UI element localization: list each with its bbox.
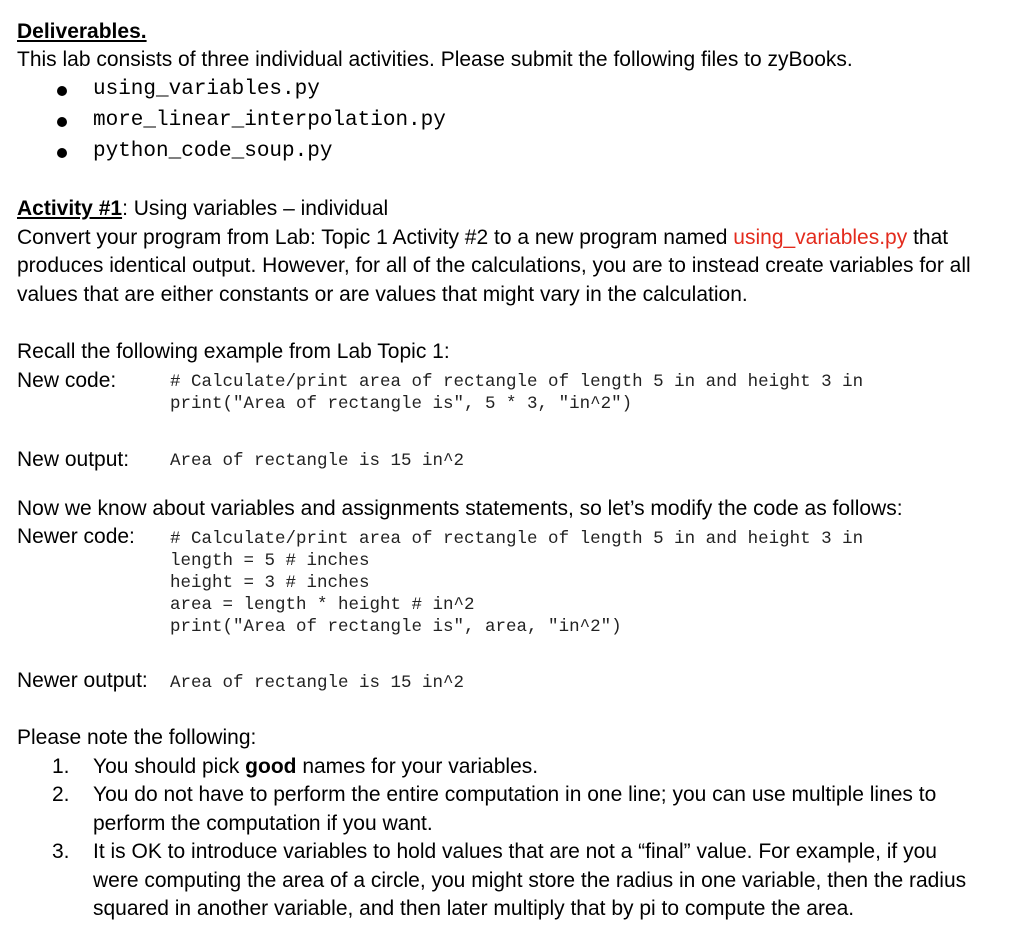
notes-heading: Please note the following:: [17, 726, 257, 749]
code-line: length = 5 # inches: [170, 551, 370, 571]
file-item: python_code_soup.py: [93, 140, 333, 163]
transition-text: Now we know about variables and assignments statements, so let’s modify the code as follows:: [17, 497, 903, 520]
code-line: area = length * height # in^2: [170, 595, 475, 615]
activity1-title: [17, 197, 388, 221]
note-text: You should pick: [93, 755, 246, 778]
new-output-label: New output:: [17, 448, 130, 471]
note-item-2-line: perform the computation if you want.: [93, 812, 433, 835]
code-line: # Calculate/print area of rectangle of length 5 in and height 3 in: [170, 529, 864, 549]
list-number: 1.: [52, 755, 70, 778]
activity1-heading-suffix: : Using variables – individual: [122, 197, 389, 220]
desc-text: Convert your program from Lab: Topic 1 Activity #2 to a new program named: [17, 226, 734, 249]
list-number: 3.: [52, 840, 70, 863]
new-code-label: New code:: [17, 369, 117, 392]
activity1-desc-line3: values that are either constants or are values that might vary in the calculation.: [17, 283, 748, 306]
deliverables-intro: This lab consists of three individual activities. Please submit the following files to zyBooks.: [17, 48, 853, 71]
bullet-icon: [57, 117, 67, 127]
code-line: print("Area of rectangle is", 5 * 3, "in^2"): [170, 394, 633, 414]
bullet-icon: [57, 148, 67, 158]
list-number: 2.: [52, 783, 70, 806]
recall-text: Recall the following example from Lab Topic 1:: [17, 340, 450, 363]
activity1-heading: Activity #1: [17, 197, 123, 220]
note-item-1: [93, 755, 538, 779]
desc-text: that: [907, 226, 949, 249]
note-text: names for your variables.: [296, 755, 539, 778]
filename-highlight: using_variables.py: [733, 226, 908, 249]
code-line: print("Area of rectangle is", area, "in^2"): [170, 617, 622, 637]
code-line: # Calculate/print area of rectangle of length 5 in and height 3 in: [170, 372, 864, 392]
bullet-icon: [57, 86, 67, 96]
code-line: height = 3 # inches: [170, 573, 370, 593]
note-item-3-line: were computing the area of a circle, you might store the radius in one variable, then the radius: [93, 869, 967, 892]
newer-code-label: Newer code:: [17, 525, 135, 548]
note-item-3-line: It is OK to introduce variables to hold values that are not a “final” value. For example, if you: [93, 840, 937, 863]
output-line: Area of rectangle is 15 in^2: [170, 451, 465, 471]
newer-output-label: Newer output:: [17, 669, 148, 692]
note-item-2-line: You do not have to perform the entire computation in one line; you can use multiple lines to: [93, 783, 937, 806]
activity1-desc-line1: [17, 226, 948, 250]
activity1-desc-line2: produces identical output. However, for all of the calculations, you are to instead create variables for all: [17, 254, 971, 277]
deliverables-heading: Deliverables.: [17, 20, 147, 43]
file-item: more_linear_interpolation.py: [93, 109, 446, 132]
output-line: Area of rectangle is 15 in^2: [170, 673, 465, 693]
note-bold-text: good: [245, 755, 297, 778]
note-item-3-line: squared in another variable, and then later multiply that by pi to compute the area.: [93, 897, 855, 920]
file-item: using_variables.py: [93, 78, 320, 101]
